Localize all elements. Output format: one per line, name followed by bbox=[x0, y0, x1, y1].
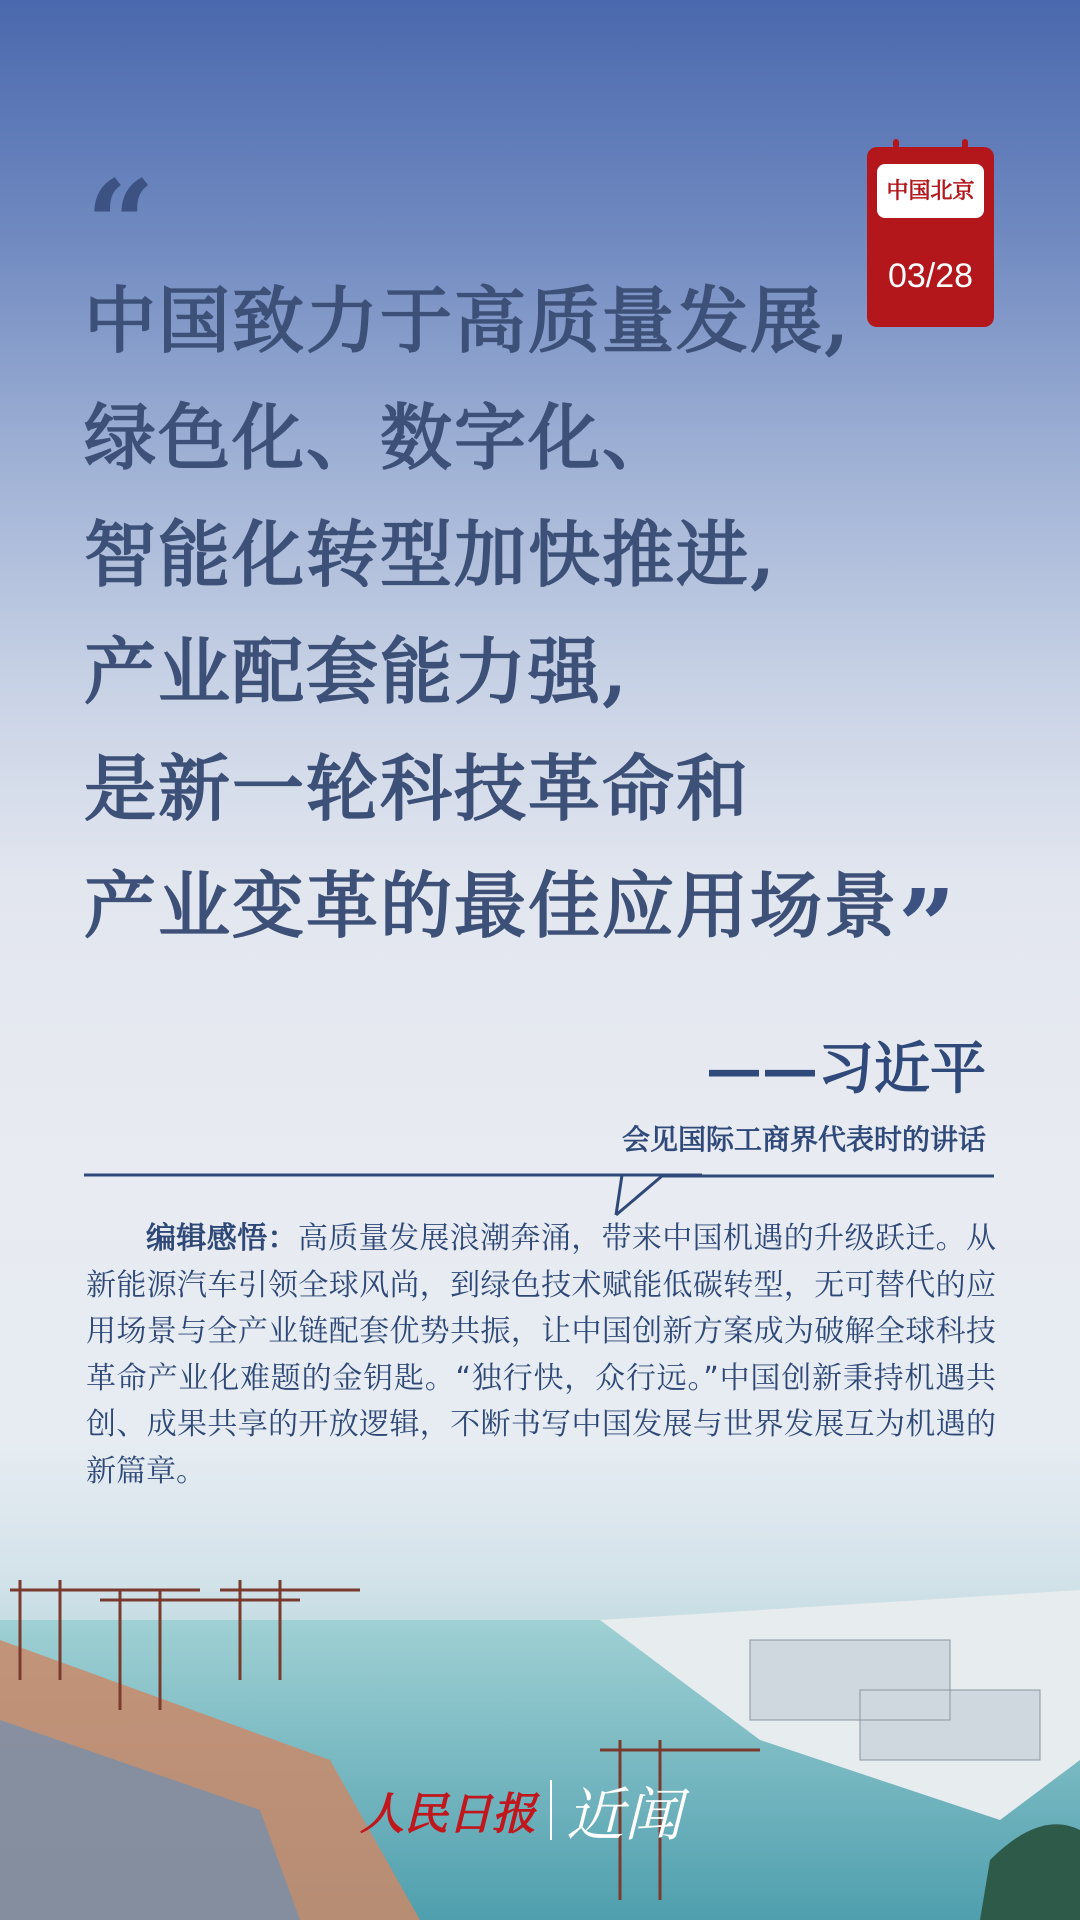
headline-line: 产业变革的最佳应用场景 bbox=[84, 863, 899, 948]
logo-column: 近闻 bbox=[566, 1781, 683, 1849]
badge-location: 中国北京 bbox=[877, 164, 984, 218]
publisher-logo bbox=[360, 1768, 682, 1852]
commentary-text: 高质量发展浪潮奔涌，带来中国机遇的升级跃迁。从新能源汽车引领全球风尚，到绿色技术赋能低碳转型，无可替代的应用场景与全产业链配套优势共振，让中国创新方案成为破解全球科技革命产业化难题的金钥匙。“独行快，众行远。”中国创新秉持机遇共创、成果共享的开放逻辑，不断书写中国发展与世界发展互为机遇的新篇章。 bbox=[86, 1221, 997, 1489]
attribution-author: ——习近平 bbox=[706, 1036, 986, 1102]
close-quote-mark: ” bbox=[898, 867, 958, 985]
calendar-ring-icon bbox=[893, 139, 899, 157]
headline-line-last bbox=[84, 847, 984, 985]
headline-line: 是新一轮科技革命和 bbox=[84, 746, 751, 831]
open-quote-mark: “ bbox=[86, 154, 156, 295]
logo-brand: 人民日报 bbox=[360, 1789, 536, 1840]
headline-quote bbox=[84, 262, 984, 985]
divider-line bbox=[84, 1175, 994, 1215]
commentary-label: 编辑感悟： bbox=[146, 1221, 298, 1256]
headline-line: 中国致力于高质量发展, bbox=[84, 278, 852, 363]
badge-date: 03/28 bbox=[887, 257, 974, 295]
headline-line: 智能化转型加快推进, bbox=[84, 512, 778, 597]
logo-separator bbox=[550, 1780, 552, 1840]
commentary-paragraph bbox=[86, 1216, 996, 1495]
date-badge bbox=[867, 147, 994, 327]
headline-line: 绿色化、数字化、 bbox=[84, 395, 677, 480]
calendar-ring-icon bbox=[962, 139, 968, 157]
attribution-occasion: 会见国际工商界代表时的讲话 bbox=[621, 1123, 986, 1156]
headline-line: 产业配套能力强, bbox=[84, 629, 630, 714]
port-illustration bbox=[0, 1560, 1080, 1920]
speech-bubble-divider bbox=[84, 1160, 994, 1220]
